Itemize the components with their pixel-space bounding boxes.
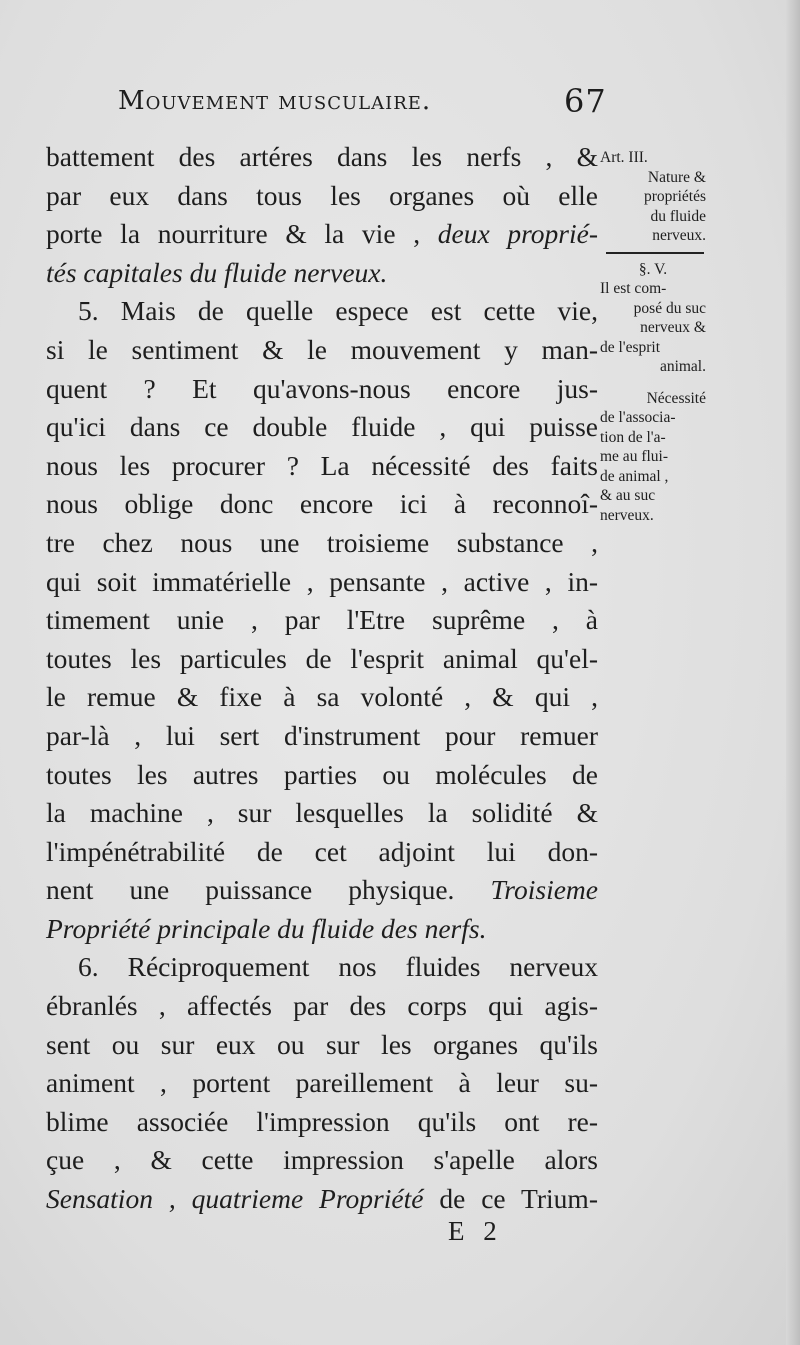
margin-note-line: propriétés: [644, 188, 706, 205]
text-run: qu'ici dans ce double fluide , qui puisse: [46, 411, 598, 443]
margin-note-line: nerveux.: [600, 506, 654, 524]
margin-note-line: animal.: [659, 358, 706, 375]
text-line: [46, 756, 598, 795]
text-line: [46, 1026, 598, 1065]
text-line: [46, 1141, 598, 1180]
text-run: l'impénétrabilité de cet adjoint lui don-: [46, 835, 598, 867]
text-run: si le sentiment & le mouvement y man-: [46, 333, 598, 365]
text-run: battement des artéres dans les nerfs , &: [46, 141, 598, 172]
text-line: [46, 678, 598, 717]
margin-note-line: de animal ,: [600, 467, 669, 485]
margin-note-line: nerveux.: [652, 227, 706, 244]
text-line: [46, 408, 598, 447]
text-line: [46, 948, 598, 987]
text-run: nent une puissance physique.: [46, 874, 455, 906]
text-line: [46, 485, 598, 524]
margin-note-section: [600, 260, 706, 377]
margin-note-necessity: [600, 389, 706, 526]
text-run: toutes les particules de l'esprit animal qu'el-: [46, 642, 598, 674]
text-line: [46, 331, 598, 370]
text-line: [46, 138, 598, 177]
text-line: [46, 524, 598, 563]
margin-note-line: du fluide: [650, 207, 706, 225]
margin-note-line: §. V.: [638, 260, 668, 278]
margin-note-line: me au flui-: [600, 448, 669, 465]
margin-note-line: Il est com-: [600, 280, 667, 297]
margin-note-line: Art. III.: [600, 149, 648, 166]
text-run: par eux dans tous les organes où elle: [46, 179, 598, 211]
main-text: [46, 138, 598, 1219]
text-line: [46, 254, 598, 293]
text-run: porte la nourriture & la vie ,: [46, 218, 421, 250]
text-run: animent , portent pareillement à leur su-: [46, 1067, 598, 1099]
text-run: quent ? Et qu'avons-nous encore jus-: [46, 372, 598, 404]
signature-mark: E 2: [448, 1216, 503, 1246]
running-title: Mouvement musculaire.: [118, 86, 432, 116]
text-line: [46, 447, 598, 486]
text-line: [46, 563, 598, 602]
text-run: le remue & fixe à sa volonté , & qui ,: [46, 681, 598, 713]
margin-note-line: de l'associa-: [600, 409, 676, 426]
text-run: 6. Réciproquement nos fluides nerveux: [78, 951, 598, 983]
text-line: [46, 833, 598, 872]
italic-run: Sensation , quatrieme Propriété: [46, 1183, 424, 1215]
italic-run: tés capitales du fluide nerveux.: [46, 256, 388, 288]
page-edge-shadow: [786, 0, 800, 1345]
text-run: la machine , sur lesquelles la solidité &: [46, 797, 598, 829]
text-line: [46, 1180, 598, 1219]
text-run: çue , & cette impression s'apelle alors: [46, 1144, 598, 1176]
text-line: [46, 1064, 598, 1103]
text-line: [46, 910, 598, 949]
margin-note-line: posé du suc: [633, 299, 706, 317]
margin-note-line: & au suc: [600, 487, 656, 504]
text-run: nous les procurer ? La nécessité des faits: [46, 449, 598, 481]
text-run: qui soit immatérielle , pensante , active , in-: [46, 565, 598, 597]
text-line: [46, 215, 598, 254]
text-run: timement unie , par l'Etre suprême , à: [46, 604, 598, 636]
text-line: [46, 177, 598, 216]
text-run: par-là , lui sert d'instrument pour remuer: [46, 719, 598, 751]
text-line: [46, 1103, 598, 1142]
running-head: [118, 82, 618, 122]
text-line: [46, 987, 598, 1026]
margin-rule: [606, 252, 704, 254]
text-line: [46, 871, 598, 910]
text-line: [46, 601, 598, 640]
text-run: blime associée l'impression qu'ils ont re-: [46, 1105, 598, 1137]
text-run: ébranlés , affectés par des corps qui agis-: [46, 990, 598, 1022]
text-line: [46, 292, 598, 331]
text-run: tre chez nous une troisieme substance ,: [46, 526, 598, 558]
text-run: de ce Trium-: [423, 1183, 598, 1215]
margin-note-line: Nécessité: [646, 389, 706, 407]
italic-run: Troisieme: [454, 874, 598, 906]
text-run: nous oblige donc encore ici à reconnoî-: [46, 488, 598, 520]
margin-notes: [600, 148, 706, 529]
margin-note-article: [600, 148, 706, 246]
text-run: toutes les autres parties ou molécules de: [46, 758, 598, 790]
text-line: [46, 717, 598, 756]
text-line: [46, 794, 598, 833]
margin-note-line: nerveux &: [640, 319, 706, 336]
italic-run: deux proprié-: [420, 218, 598, 250]
text-line: [46, 640, 598, 679]
text-line: [46, 370, 598, 409]
text-run: sent ou sur eux ou sur les organes qu'ils: [46, 1028, 598, 1060]
margin-note-line: de l'esprit: [600, 338, 661, 356]
margin-note-line: Nature &: [647, 168, 706, 186]
text-run: 5. Mais de quelle espece est cette vie,: [78, 295, 598, 327]
page-number: 67: [564, 82, 607, 120]
margin-note-line: tion de l'a-: [600, 428, 666, 446]
italic-run: Propriété principale du fluide des nerfs.: [46, 912, 487, 944]
